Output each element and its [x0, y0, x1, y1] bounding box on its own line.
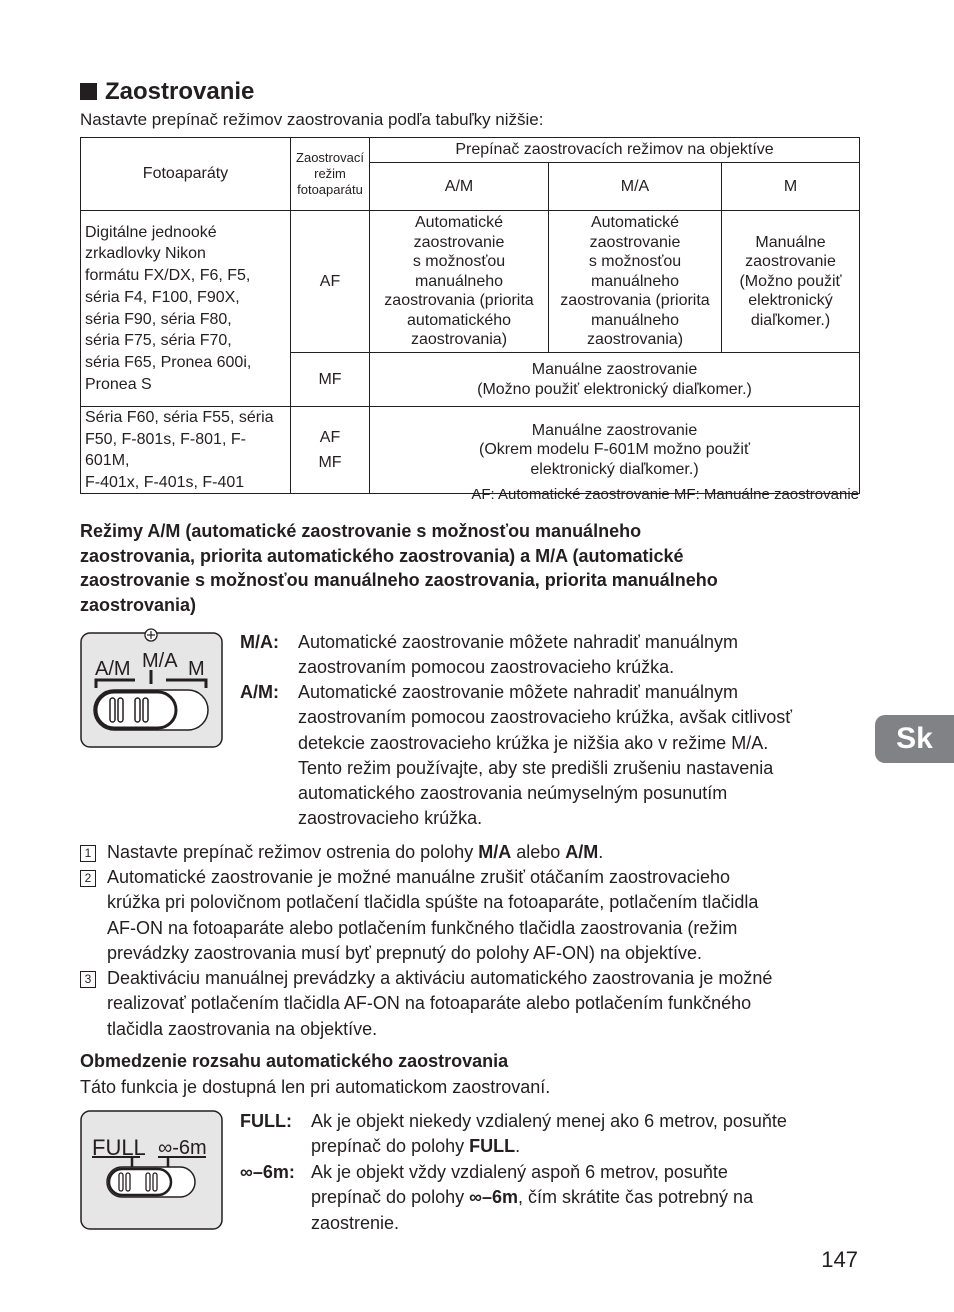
- header-lens-switch: Prepínač zaostrovacích režimov na objektíve: [370, 138, 860, 163]
- desc-line: Automatické zaostrovanie môžete nahradiť manuálnym: [298, 632, 738, 652]
- step-line: prevádzky zaostrovania musí byť prepnutý do polohy AF-ON) na objektíve.: [107, 942, 703, 963]
- desc-line: [311, 1185, 753, 1210]
- cell-line: séria F90, séria F80,: [85, 310, 232, 328]
- am-term: A/M:: [240, 682, 279, 702]
- switch-label-range: ∞-6m: [158, 1137, 207, 1159]
- cell-line: MF: [318, 454, 342, 471]
- ma-definition: [240, 630, 860, 682]
- cell-line: Manuálne zaostrovanie: [531, 361, 698, 378]
- ma-term: M/A:: [240, 632, 279, 652]
- cell-line: automatického: [406, 311, 512, 329]
- full-term: FULL:: [240, 1111, 292, 1131]
- step-text-part: .: [598, 842, 604, 862]
- heading-text: Zaostrovanie: [105, 78, 255, 105]
- cell-line: elektronický diaľkomer.): [530, 460, 699, 478]
- cell-line: zaostrovania): [410, 331, 508, 349]
- cell-line: zaostrovanie: [589, 233, 681, 251]
- cell-line: AF: [319, 429, 341, 446]
- cell-line: s možnosťou: [588, 253, 682, 271]
- cell-line: zaostrovania): [586, 331, 684, 349]
- am-desc: [298, 680, 792, 832]
- limit-heading: Obmedzenie rozsahu automatického zaostrovania: [80, 1051, 509, 1071]
- range-definition: [240, 1160, 860, 1238]
- row1-af-ma: [549, 211, 722, 353]
- desc-line: Ak je objekt vždy vzdialený aspoň 6 metrov, posuňte: [311, 1162, 728, 1182]
- desc-part: prepínač do polohy: [311, 1187, 470, 1208]
- cell-line: s možnosťou: [412, 253, 506, 271]
- full-definition: [240, 1109, 860, 1161]
- desc-line: zaostrovacieho krúžka.: [298, 808, 483, 829]
- range-term: ∞–6m:: [240, 1162, 295, 1182]
- desc-line: automatického zaostrovania neúmyselným posunutím: [298, 783, 728, 804]
- modes-heading: [80, 519, 718, 617]
- row2-all: [370, 407, 860, 494]
- step-line: AF-ON na fotoaparáte alebo potlačením funkčného tlačidla zaostrovania (režim: [107, 917, 738, 938]
- cell-line: Automatické: [590, 214, 680, 232]
- header-m: M: [722, 163, 860, 211]
- cell-line: zaostrovanie: [413, 233, 505, 251]
- step-3: [80, 966, 862, 1044]
- focus-limit-switch-illustration: [80, 1110, 224, 1232]
- step-text-bold: M/A: [478, 842, 512, 862]
- cell-line: (Okrem modelu F-601M možno použiť: [479, 441, 750, 459]
- step-text-part: Nastavte prepínač režimov ostrenia do polohy: [107, 842, 479, 862]
- step-text-bold: A/M: [565, 842, 599, 862]
- header-mode-line: Zaostrovací: [296, 150, 364, 165]
- cell-line: elektronický: [748, 292, 833, 310]
- switch-label-am: A/M: [95, 658, 131, 680]
- cell-line: manuálneho: [590, 272, 680, 290]
- row1-af: AF: [291, 211, 370, 353]
- step-text: [107, 865, 867, 966]
- desc-line: zaostrenie.: [311, 1212, 400, 1233]
- row1-mf-all: [370, 353, 860, 407]
- step-number: 3: [80, 971, 96, 988]
- cell-line: zaostrovanie: [745, 253, 836, 271]
- cell-line: F-401x, F-401s, F-401: [85, 473, 245, 491]
- cell-line: Manuálne zaostrovanie: [531, 421, 698, 439]
- cell-line: formátu FX/DX, F6, F5,: [85, 267, 251, 285]
- step-line: Deaktiváciu manuálnej prevádzky a aktiváciu automatického zaostrovania je možné: [107, 968, 773, 988]
- cell-line: manuálneho: [590, 311, 680, 329]
- step-line: tlačidla zaostrovania na objektíve.: [107, 1018, 378, 1039]
- header-cameras: Fotoaparáty: [81, 138, 291, 211]
- cell-line: Digitálne jednooké: [85, 223, 217, 241]
- step-1: [80, 840, 862, 866]
- row1-af-am: [370, 211, 549, 353]
- cell-line: zaostrovania (priorita: [384, 292, 534, 310]
- row1-mf: MF: [291, 353, 370, 407]
- desc-line: [311, 1134, 787, 1159]
- cell-line: séria F75, séria F70,: [85, 332, 232, 350]
- cell-line: séria F4, F100, F90X,: [85, 288, 240, 306]
- switch-label-m: M: [188, 658, 205, 680]
- heading-square-icon: [80, 83, 97, 100]
- desc-line: zaostrovaním pomocou zaostrovacieho krúžka, avšak citlivosť: [298, 707, 792, 728]
- cell-line: Automatické: [414, 214, 504, 232]
- cell-line: manuálneho: [414, 272, 504, 290]
- full-desc: [311, 1109, 787, 1160]
- desc-line: Tento režim používajte, aby ste predišli zrušeniu nastavenia: [298, 757, 774, 778]
- page-number: 147: [821, 1247, 858, 1272]
- step-text: [107, 966, 867, 1042]
- header-camera-mode: [291, 138, 370, 211]
- row2-mode: [291, 407, 370, 494]
- cell-line: diaľkomer.): [750, 311, 831, 329]
- desc-part: prepínač do polohy: [311, 1136, 470, 1157]
- focus-mode-switch-illustration: [80, 628, 224, 750]
- step-number: 1: [80, 845, 96, 862]
- cell-line: zrkadlovky Nikon: [85, 245, 206, 263]
- intro-text: Nastavte prepínač režimov zaostrovania podľa tabuľky nižšie:: [80, 110, 544, 129]
- header-ma: M/A: [549, 163, 722, 211]
- focus-table: [80, 137, 860, 494]
- desc-part: , čím skrátite čas potrebný na: [517, 1187, 754, 1208]
- cell-line: F50, F-801s, F-801, F-601M,: [85, 430, 246, 469]
- header-am: A/M: [370, 163, 549, 211]
- heading-line: zaostrovania, priorita automatického zaostrovania) a M/A (automatické: [80, 545, 684, 566]
- row1-cameras: [81, 211, 291, 407]
- switch-knob: [96, 692, 176, 728]
- switch-label-ma: M/A: [142, 650, 178, 672]
- desc-line: detekcie zaostrovacieho krúžka je nižšia ako v režime M/A.: [298, 732, 769, 753]
- language-tab: Sk: [875, 715, 954, 763]
- cell-line: séria F65, Pronea 600i,: [85, 353, 252, 371]
- header-mode-line: režim: [314, 166, 346, 181]
- range-desc: [311, 1160, 753, 1236]
- row1-af-m: [722, 211, 860, 353]
- desc-line: Ak je objekt niekedy vzdialený menej ako 6 metrov, posuňte: [311, 1111, 787, 1131]
- am-definition: [240, 680, 860, 832]
- desc-bold: ∞–6m: [469, 1187, 518, 1208]
- cell-line: Pronea S: [85, 375, 152, 393]
- step-text: [107, 840, 867, 865]
- header-mode-line: fotoaparátu: [297, 182, 363, 197]
- desc-bold: FULL: [469, 1136, 516, 1157]
- switch-knob: [109, 1169, 171, 1195]
- desc-part: .: [515, 1136, 521, 1157]
- cell-line: (Možno použiť elektronický diaľkomer.): [477, 380, 752, 398]
- step-line: krúžka pri polovičnom potlačení tlačidla spúšte na fotoaparáte, potlačením tlačidla: [107, 892, 759, 913]
- desc-line: zaostrovaním pomocou zaostrovacieho krúžka.: [298, 657, 675, 678]
- cell-line: (Možno použiť: [739, 272, 842, 290]
- heading-line: Režimy A/M (automatické zaostrovanie s možnosťou manuálneho: [80, 521, 642, 541]
- heading-line: zaostrovania): [80, 594, 197, 615]
- step-number: 2: [80, 870, 96, 887]
- table-legend: AF: Automatické zaostrovanie MF: Manuálne zaostrovanie: [471, 486, 859, 503]
- section-heading: [80, 78, 254, 106]
- ma-desc: [298, 630, 738, 681]
- cell-line: zaostrovania (priorita: [560, 292, 710, 310]
- cell-line: Manuálne: [755, 233, 826, 251]
- step-line: realizovať potlačením tlačidla AF-ON na fotoaparáte alebo potlačením funkčného: [107, 993, 752, 1014]
- step-text-part: alebo: [511, 842, 566, 862]
- step-2: [80, 865, 862, 967]
- limit-intro: Táto funkcia je dostupná len pri automatickom zaostrovaní.: [80, 1077, 551, 1097]
- step-line: Automatické zaostrovanie je možné manuálne zrušiť otáčaním zaostrovacieho: [107, 867, 731, 887]
- switch-label-full: FULL: [92, 1135, 146, 1160]
- heading-line: zaostrovanie s možnosťou manuálneho zaostrovania, priorita manuálneho: [80, 570, 718, 590]
- cell-line: Séria F60, séria F55, séria: [85, 409, 274, 426]
- row2-cameras: [81, 407, 291, 494]
- desc-line: Automatické zaostrovanie môžete nahradiť manuálnym: [298, 682, 738, 702]
